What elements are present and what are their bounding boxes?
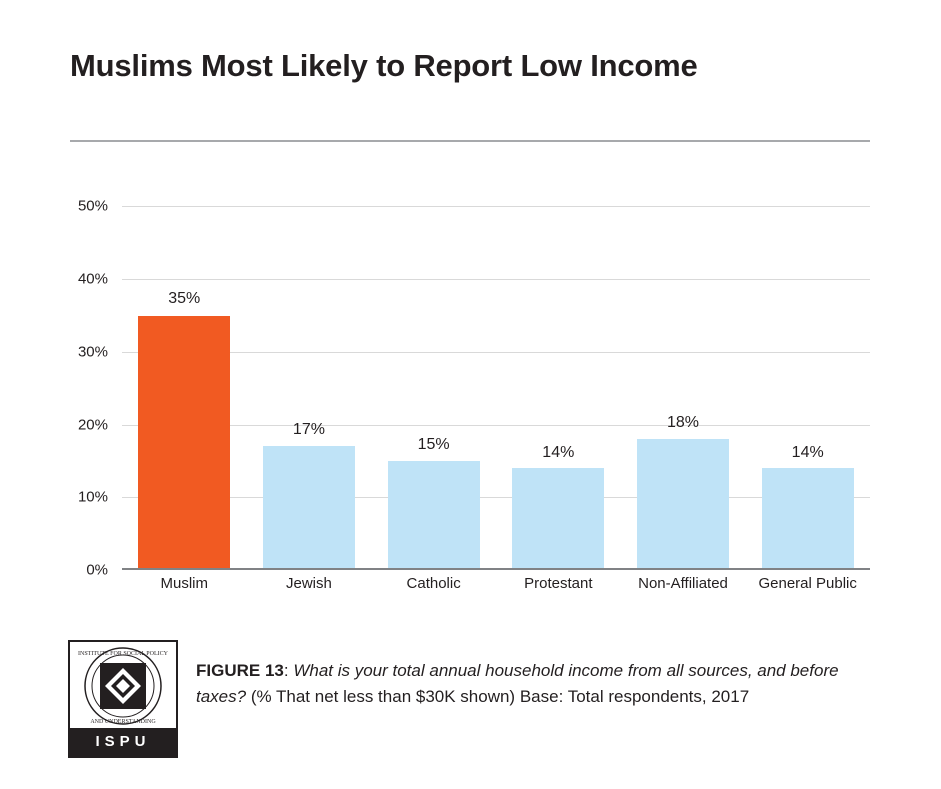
bar-column-catholic — [371, 170, 496, 570]
bar-value-general-public: 14% — [791, 444, 824, 461]
page-title: Muslims Most Likely to Report Low Income — [70, 48, 698, 83]
x-tick-label-non-affiliated: Non-Affiliated — [638, 575, 728, 592]
figure-caption-label: FIGURE 13 — [196, 661, 284, 680]
x-axis-line — [122, 568, 870, 570]
bar-value-muslim: 35% — [168, 290, 201, 307]
title-divider — [70, 140, 870, 142]
figure-caption-question: What is your total annual household income from all sources, and before taxes? — [196, 661, 839, 707]
bar-non-affiliated[interactable] — [637, 439, 729, 570]
y-axis-labels — [70, 170, 116, 579]
y-tick-label-1: 10% — [77, 488, 108, 506]
x-tick-label-protestant: Protestant — [524, 575, 593, 592]
svg-text:AND UNDERSTANDING: AND UNDERSTANDING — [90, 719, 156, 725]
bar-value-catholic: 15% — [417, 436, 450, 453]
x-tick-label-catholic: Catholic — [406, 575, 461, 592]
bar-column-general-public — [745, 170, 870, 570]
bar-value-protestant: 14% — [542, 444, 575, 461]
y-tick-label-4: 40% — [77, 270, 108, 288]
figure-caption-separator: : — [283, 661, 294, 680]
bar-column-muslim — [122, 170, 247, 570]
bar-value-non-affiliated: 18% — [666, 414, 700, 431]
logo-emblem — [70, 642, 176, 730]
chart-plot-area — [70, 170, 870, 610]
x-tick-label-jewish: Jewish — [286, 575, 332, 592]
bar-catholic[interactable] — [388, 461, 480, 570]
figure-caption-rest: (% That net less than $30K shown) Base: Total respondents, 2017 — [246, 687, 750, 707]
bar-value-jewish: 17% — [292, 421, 325, 438]
y-tick-label-2: 20% — [77, 416, 108, 433]
bar-column-jewish — [247, 170, 372, 570]
figure-footer — [68, 640, 874, 760]
svg-text:INSTITUTE FOR SOCIAL POLICY: INSTITUTE FOR SOCIAL POLICY — [78, 651, 168, 657]
bar-jewish[interactable] — [263, 446, 355, 570]
bar-column-protestant — [496, 170, 621, 570]
y-tick-label-3: 30% — [77, 343, 108, 361]
x-tick-label-general-public: General Public — [758, 575, 857, 592]
grid-area — [122, 170, 870, 570]
bar-muslim[interactable] — [138, 316, 230, 571]
y-tick-label-0: 0% — [86, 561, 108, 579]
logo-diamond-icon — [70, 642, 176, 730]
logo-wordmark: ISPU — [70, 728, 176, 756]
bar-general-public[interactable] — [762, 468, 854, 570]
bar-column-non-affiliated — [621, 170, 746, 570]
bar-protestant[interactable] — [512, 468, 604, 570]
y-tick-label-5: 50% — [77, 197, 108, 215]
x-axis-labels — [122, 574, 870, 594]
x-tick-label-muslim: Muslim — [160, 575, 208, 592]
bar-series — [122, 170, 870, 570]
ispu-logo — [68, 640, 178, 758]
figure-caption — [196, 658, 872, 711]
